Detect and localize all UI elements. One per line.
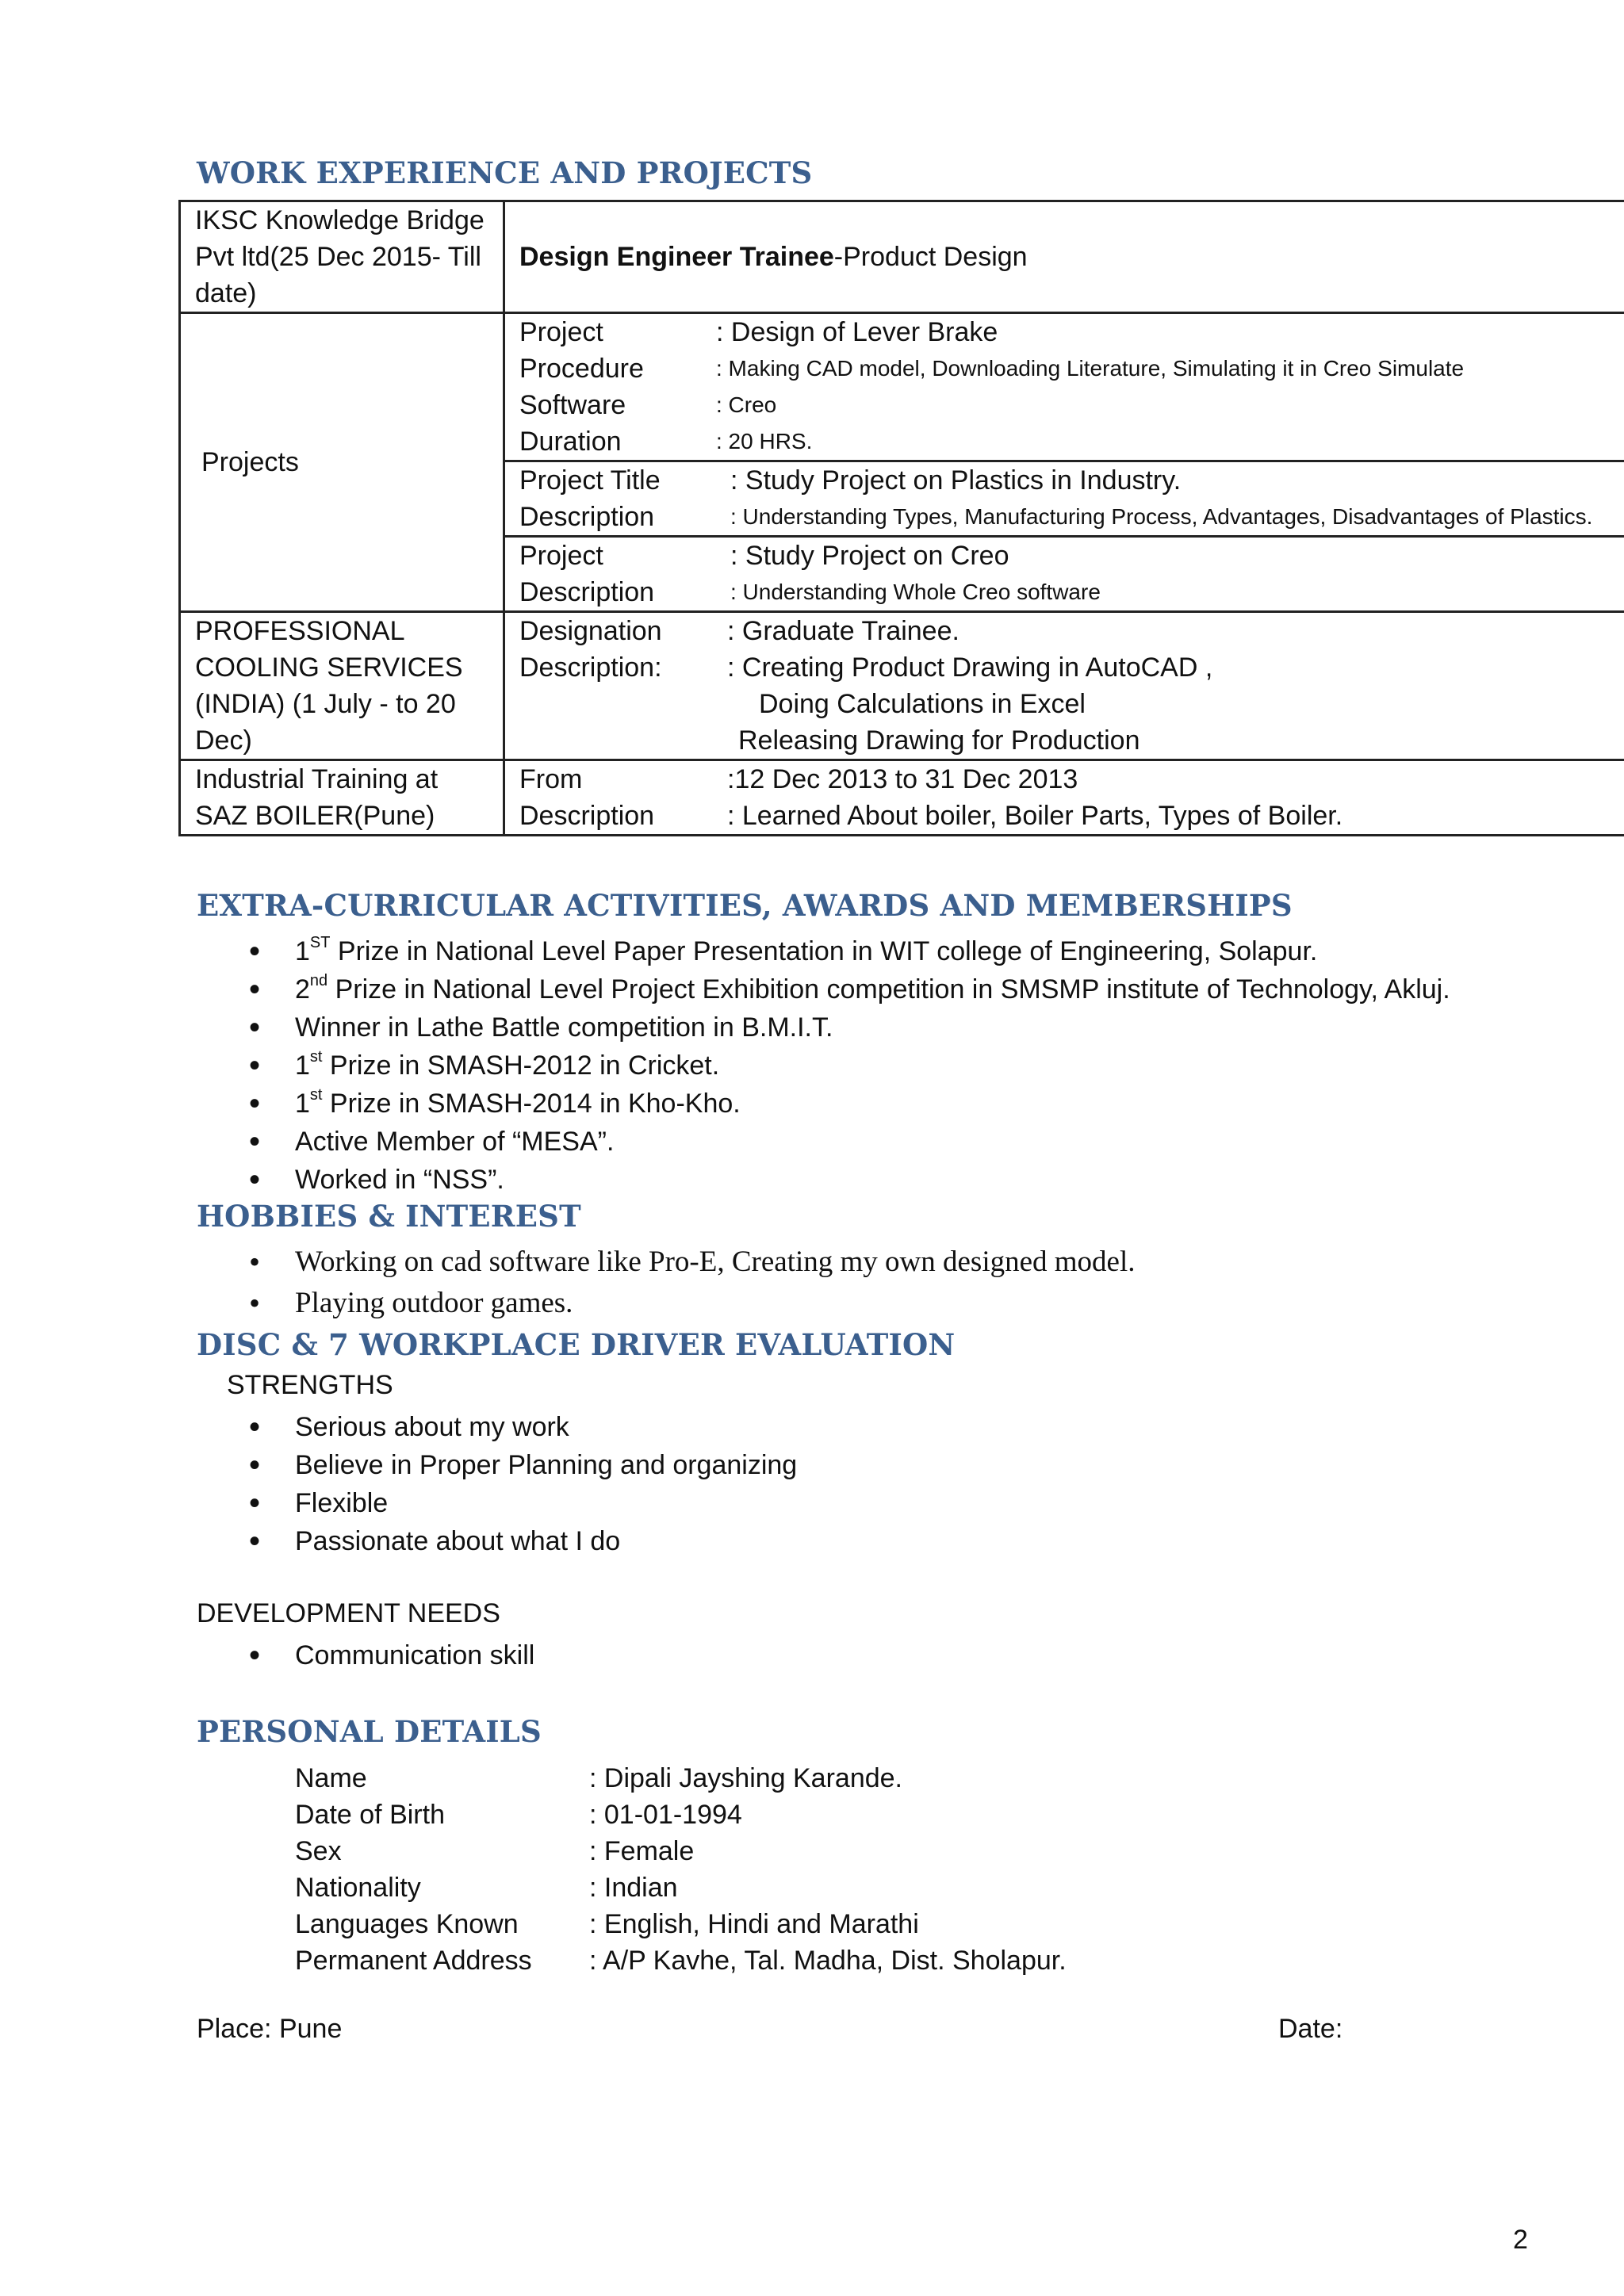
employer-iksc: IKSC Knowledge Bridge Pvt ltd(25 Dec 2015- Till date) bbox=[195, 205, 485, 308]
table-row bbox=[295, 1760, 1067, 1797]
field-value: : Study Project on Creo bbox=[730, 541, 1009, 571]
field-value: : Making CAD model, Downloading Literature, Simulating it in Creo Simulate bbox=[716, 356, 1465, 381]
field-label: Description: bbox=[519, 652, 662, 683]
employer-pcs: PROFESSIONAL COOLING SERVICES (INDIA) (1 July - to 20 Dec) bbox=[195, 616, 463, 756]
field-value: : Female bbox=[589, 1836, 695, 1866]
list-item: • Working on cad software like Pro-E, Creating my own designed model. bbox=[197, 1242, 1136, 1283]
field-label: Project Title bbox=[519, 465, 661, 496]
hobbies-heading: HOBBIES & INTEREST bbox=[197, 1199, 581, 1234]
list-item: • Serious about my work bbox=[197, 1408, 797, 1446]
projects-label-cell bbox=[180, 313, 504, 612]
field-label: Permanent Address bbox=[295, 1946, 532, 1976]
table-row bbox=[180, 201, 1624, 313]
project-1 bbox=[519, 314, 1624, 460]
projects-cell bbox=[504, 313, 1624, 612]
list-item: • Winner in Lathe Battle competition in B.M.I.T. bbox=[197, 1008, 1450, 1047]
work-experience-table bbox=[178, 200, 1624, 836]
activities-heading: EXTRA-CURRICULAR ACTIVITIES, AWARDS AND MEMBERSHIPS bbox=[197, 888, 1293, 923]
field-value: : Learned About boiler, Boiler Parts, Types of Boiler. bbox=[727, 801, 1343, 831]
role-title: Design Engineer Trainee bbox=[519, 242, 834, 272]
field-value: : Indian bbox=[589, 1873, 678, 1903]
field-label: Name bbox=[295, 1763, 367, 1793]
list-item: • Flexible bbox=[197, 1484, 797, 1522]
field-label: From bbox=[519, 764, 583, 794]
field-label: Description bbox=[519, 577, 655, 607]
development-needs-list bbox=[197, 1636, 534, 1674]
strengths-label: STRENGTHS bbox=[227, 1370, 393, 1400]
field-value: : Design of Lever Brake bbox=[716, 317, 998, 347]
list-item: • 2nd Prize in National Level Project Exhibition competition in SMSMP institute of Technology, Akluj. bbox=[197, 970, 1450, 1008]
list-item: • Believe in Proper Planning and organizing bbox=[197, 1446, 797, 1484]
role-cell bbox=[504, 612, 1624, 760]
field-value: Doing Calculations in Excel bbox=[759, 689, 1086, 719]
list-item: • Passionate about what I do bbox=[197, 1522, 797, 1560]
field-value: : Creating Product Drawing in AutoCAD , bbox=[727, 652, 1213, 683]
field-label: Software bbox=[519, 390, 626, 420]
page-number: 2 bbox=[1513, 2225, 1528, 2255]
field-label: Sex bbox=[295, 1836, 342, 1866]
work-experience-heading: WORK EXPERIENCE AND PROJECTS bbox=[197, 155, 813, 190]
table-row bbox=[180, 612, 1624, 760]
role-cell bbox=[504, 201, 1624, 313]
list-item: • Active Member of “MESA”. bbox=[197, 1123, 1450, 1161]
field-label: Project bbox=[519, 317, 603, 347]
activities-list bbox=[197, 932, 1450, 1199]
field-label: Designation bbox=[519, 616, 662, 646]
field-label: Nationality bbox=[295, 1873, 421, 1903]
field-value: : Understanding Types, Manufacturing Process, Advantages, Disadvantages of Plastics. bbox=[730, 504, 1593, 529]
table-row bbox=[295, 1797, 1067, 1833]
personal-details-heading: PERSONAL DETAILS bbox=[197, 1714, 542, 1749]
role-department: -Product Design bbox=[833, 242, 1028, 272]
projects-label: Projects bbox=[201, 447, 299, 477]
hobbies-list bbox=[197, 1242, 1136, 1324]
field-value: : 20 HRS. bbox=[716, 429, 813, 453]
list-item: • 1ST Prize in National Level Paper Presentation in WIT college of Engineering, Solapur. bbox=[197, 932, 1450, 970]
table-row bbox=[295, 1869, 1067, 1906]
field-value: : Dipali Jayshing Karande. bbox=[589, 1763, 903, 1793]
field-label: Description bbox=[519, 801, 655, 831]
project-2 bbox=[505, 460, 1624, 535]
table-row bbox=[295, 1942, 1067, 1979]
field-value: : Understanding Whole Creo software bbox=[730, 580, 1101, 604]
pcs-details bbox=[519, 613, 1624, 759]
field-label: Procedure bbox=[519, 354, 644, 384]
field-value: : Study Project on Plastics in Industry. bbox=[730, 465, 1182, 496]
disc-heading: DISC & 7 WORKPLACE DRIVER EVALUATION bbox=[197, 1327, 956, 1362]
table-row bbox=[295, 1906, 1067, 1942]
field-label: Description bbox=[519, 502, 655, 532]
field-value: : A/P Kavhe, Tal. Madha, Dist. Sholapur. bbox=[589, 1946, 1067, 1976]
field-label: Project bbox=[519, 541, 603, 571]
table-row bbox=[180, 760, 1624, 836]
field-value: :12 Dec 2013 to 31 Dec 2013 bbox=[727, 764, 1078, 794]
list-item: • Worked in “NSS”. bbox=[197, 1161, 1450, 1199]
field-value: : 01-01-1994 bbox=[589, 1800, 742, 1830]
strengths-list bbox=[197, 1408, 797, 1560]
role-cell bbox=[504, 760, 1624, 836]
list-item: • Communication skill bbox=[197, 1636, 534, 1674]
list-item: • 1st Prize in SMASH-2012 in Cricket. bbox=[197, 1047, 1450, 1085]
project-3 bbox=[505, 535, 1624, 610]
employer-cell bbox=[180, 201, 504, 313]
list-item: • Playing outdoor games. bbox=[197, 1283, 1136, 1324]
employer-saz: Industrial Training at SAZ BOILER(Pune) bbox=[195, 764, 439, 831]
employer-cell bbox=[180, 760, 504, 836]
table-row bbox=[180, 313, 1624, 612]
development-needs-label: DEVELOPMENT NEEDS bbox=[197, 1598, 500, 1628]
field-value: : Graduate Trainee. bbox=[727, 616, 959, 646]
place-field: Place: Pune bbox=[197, 2014, 343, 2044]
field-value: : English, Hindi and Marathi bbox=[589, 1909, 919, 1939]
saz-details bbox=[519, 761, 1624, 834]
field-label: Languages Known bbox=[295, 1909, 519, 1939]
field-value: : Creo bbox=[716, 392, 777, 417]
field-label: Duration bbox=[519, 427, 622, 457]
field-value: Releasing Drawing for Production bbox=[738, 725, 1140, 756]
list-item: • 1st Prize in SMASH-2014 in Kho-Kho. bbox=[197, 1085, 1450, 1123]
personal-details-table bbox=[295, 1760, 1067, 1979]
table-row bbox=[295, 1833, 1067, 1869]
field-label: Date of Birth bbox=[295, 1800, 445, 1830]
employer-cell bbox=[180, 612, 504, 760]
date-field: Date: bbox=[1278, 2014, 1343, 2044]
